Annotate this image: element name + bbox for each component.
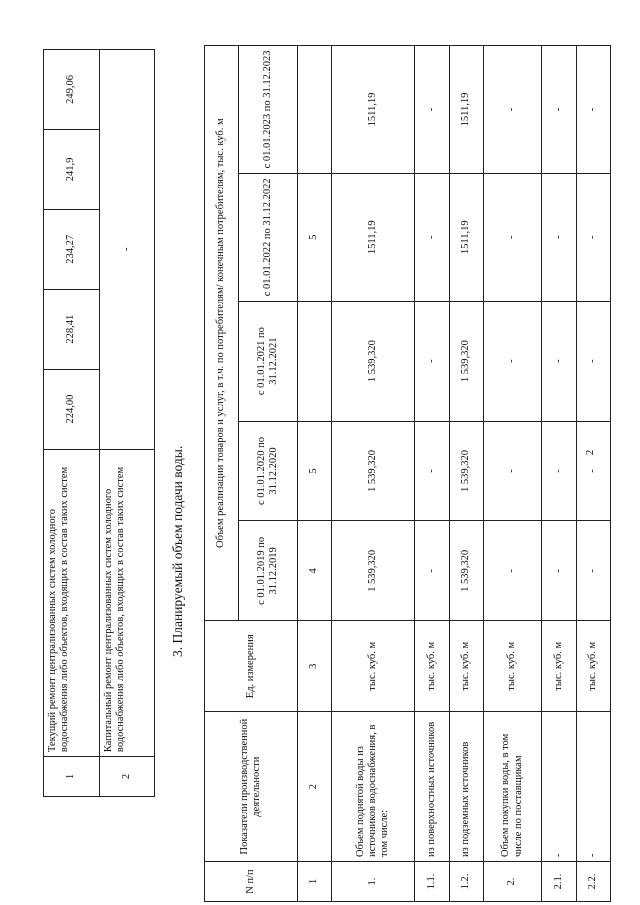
row-label: Объем поднятой воды из источников водоснабжения, в том числе:: [332, 712, 415, 862]
column-number-row: [297, 46, 331, 902]
table-row: [483, 46, 542, 902]
value-cell: -: [415, 421, 449, 521]
row-text: Капитальный ремонт централизованных систем холодного водоснабжения либо объектов, входящих в состав таких систем: [99, 449, 155, 757]
col-number: 4: [297, 521, 331, 621]
merged-cost-cell: -: [99, 50, 155, 450]
header-row: [205, 46, 239, 902]
value-cell: -: [576, 521, 610, 621]
value-cell: -: [542, 173, 576, 301]
row-number: 2.: [483, 862, 542, 902]
value-cell: -: [415, 46, 449, 174]
row-label: из поверхностных источников: [415, 712, 449, 862]
value-cell: 1511,19: [449, 173, 483, 301]
table-body: [332, 46, 611, 902]
value-cell: -: [415, 301, 449, 421]
table-row: [576, 46, 610, 902]
value-cell: 1 539,320: [449, 521, 483, 621]
value-cell: -: [483, 421, 542, 521]
col-number: 3: [297, 621, 331, 712]
cost-cell: 224,00: [44, 369, 100, 449]
row-text: Текущий ремонт централизованных систем холодного водоснабжения либо объектов, входящих в состав таких систем: [44, 449, 100, 757]
value-cell: 1 539,320: [449, 301, 483, 421]
value-cell: -: [542, 301, 576, 421]
period-header: с 01.01.2020 по 31.12.2020: [239, 421, 298, 521]
value-cell: -: [576, 301, 610, 421]
cost-cell: 228,41: [44, 289, 100, 369]
row-number: 2: [99, 757, 155, 797]
col-header-indicator: Показатели производственной деятельности: [205, 712, 298, 862]
col-number: 2: [297, 712, 331, 862]
value-cell: -: [483, 46, 542, 174]
col-number: 5: [297, 173, 331, 301]
row-unit: тыс. куб. м: [449, 621, 483, 712]
row-unit: тыс. куб. м: [542, 621, 576, 712]
page-number: 2: [584, 449, 596, 456]
cost-cell: 241,9: [44, 129, 100, 209]
row-unit: тыс. куб. м: [483, 621, 542, 712]
water-supply-table: [204, 45, 611, 902]
value-cell: 1511,19: [449, 46, 483, 174]
period-header: с 01.01.2019 по 31.12.2019: [239, 521, 298, 621]
value-cell: -: [542, 46, 576, 174]
value-cell: -: [576, 173, 610, 301]
value-cell: 1 539,320: [332, 421, 415, 521]
row-label: из подземных источников: [449, 712, 483, 862]
row-number: 1.: [332, 862, 415, 902]
col-number: 1: [297, 862, 331, 902]
value-cell: -: [542, 421, 576, 521]
value-cell: -: [542, 521, 576, 621]
col-header-volume: Объем реализации товаров и услуг, в т.ч. по потребителям/ конечным потребителям, тыс. куб. м: [205, 46, 239, 621]
cost-cell: 249,06: [44, 50, 100, 130]
value-cell: 1 539,320: [332, 521, 415, 621]
col-number: [297, 46, 331, 174]
row-label: Объем покупки воды, в том числе по поставщикам: [483, 712, 542, 862]
value-cell: -: [576, 421, 610, 521]
value-cell: 1511,19: [332, 173, 415, 301]
cost-cell: 234,27: [44, 209, 100, 289]
row-number: 1.1.: [415, 862, 449, 902]
col-number: 5: [297, 421, 331, 521]
row-number: 1.2.: [449, 862, 483, 902]
col-header-n: N п/п: [205, 862, 298, 902]
col-header-unit: Ед. измерения: [205, 621, 298, 712]
value-cell: -: [576, 46, 610, 174]
row-unit: тыс. куб. м: [576, 621, 610, 712]
value-cell: -: [483, 301, 542, 421]
value-cell: -: [483, 521, 542, 621]
table-row: [99, 50, 155, 797]
value-cell: 1511,19: [332, 46, 415, 174]
value-cell: -: [415, 521, 449, 621]
col-number: [297, 301, 331, 421]
period-header: с 01.01.2023 по 31.12.2023: [239, 46, 298, 174]
value-cell: 1 539,320: [332, 301, 415, 421]
row-number: 2.2.: [576, 862, 610, 902]
table-row: [542, 46, 576, 902]
section-heading: 3. Планируемый объем подачи воды.: [170, 445, 185, 657]
value-cell: 1 539,320: [449, 421, 483, 521]
period-header: с 01.01.2022 по 31.12.2022: [239, 173, 298, 301]
table-row: [44, 50, 100, 797]
row-label: -: [576, 712, 610, 862]
repair-costs-table: [43, 49, 155, 797]
row-label: -: [542, 712, 576, 862]
period-header: с 01.01.2021 по 31.12.2021: [239, 301, 298, 421]
row-unit: тыс. куб. м: [415, 621, 449, 712]
table-row: [415, 46, 449, 902]
value-cell: -: [415, 173, 449, 301]
row-number: 1: [44, 757, 100, 797]
row-unit: тыс. куб. м: [332, 621, 415, 712]
table-row: [449, 46, 483, 902]
table-row: [332, 46, 415, 902]
row-number: 2.1.: [542, 862, 576, 902]
value-cell: -: [483, 173, 542, 301]
